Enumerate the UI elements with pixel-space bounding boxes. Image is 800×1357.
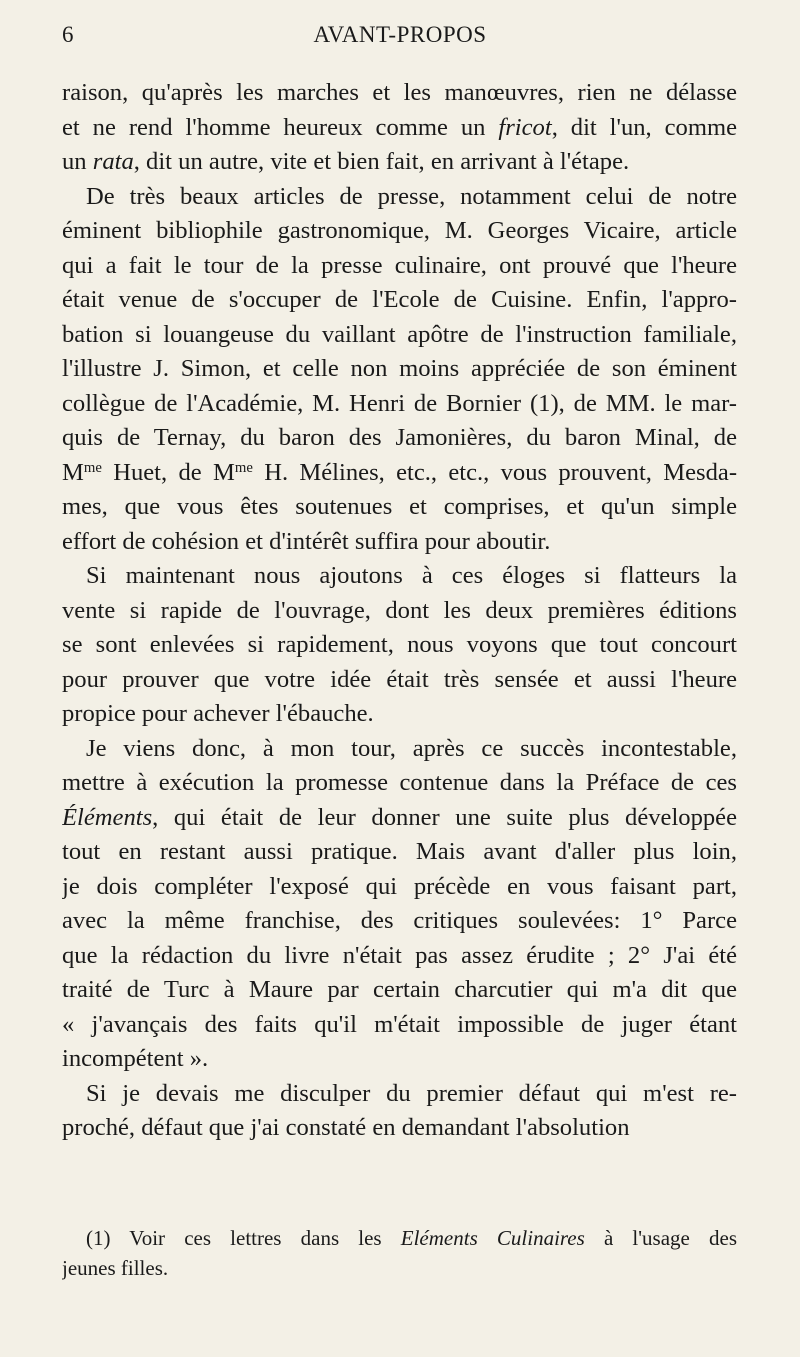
page-number: 6 — [62, 22, 74, 47]
footnote-line — [62, 1223, 737, 1253]
italic-word: fricot — [498, 113, 552, 141]
text-line — [62, 111, 737, 146]
text-line: l'illustre J. Simon, et celle non moins appréciée de son éminent — [62, 355, 737, 382]
text-line: De très beaux articles de presse, notamment celui de notre — [86, 182, 737, 210]
text-segment: Huet, de M — [101, 458, 235, 486]
text-line: collègue de l'Académie, M. Henri de Bornier (1), de MM. le mar- — [62, 389, 737, 417]
text-line: Si je devais me disculper du premier défaut qui m'est re- — [86, 1079, 737, 1107]
text-segment: H. Mélines, etc., etc., vous prouvent, Mesda- — [252, 458, 737, 486]
text-line: incompétent ». — [62, 1045, 209, 1072]
text-line: était venue de s'occuper de l'Ecole de Cuisine. Enfin, l'appro- — [62, 286, 737, 313]
text-line: mettre à exécution la promesse contenue dans la Préface de ces — [62, 769, 737, 796]
text-line: je dois compléter l'exposé qui précède en vous faisant part, — [62, 872, 737, 900]
footnote-line: jeunes filles. — [62, 1256, 169, 1280]
superscript: me — [234, 459, 253, 476]
text-segment: (1) Voir ces lettres dans les — [86, 1226, 382, 1250]
text-line: quis de Ternay, du baron des Jamonières, du baron Minal, de — [62, 424, 737, 451]
text-line: effort de cohésion et d'intérêt suffira pour aboutir. — [62, 527, 551, 555]
text-line: éminent bibliophile gastronomique, M. Georges Vicaire, article — [62, 217, 737, 244]
body-text — [62, 76, 737, 1146]
superscript: me — [83, 459, 102, 476]
italic-word: Éléments — [62, 803, 153, 831]
text-segment: à l'usage des — [603, 1226, 737, 1250]
text-segment: , dit un autre, vite et bien fait, en arrivant à l'étape. — [133, 148, 630, 175]
text-line: traité de Turc à Maure par certain charcutier qui m'a dit que — [62, 976, 737, 1003]
text-segment: et ne rend l'homme heureux comme un — [62, 113, 486, 141]
text-line: « j'avançais des faits qu'il m'était impossible de juger étant — [62, 1010, 737, 1038]
text-line: bation si louangeuse du vaillant apôtre de l'instruction familiale, — [62, 320, 737, 348]
text-line — [62, 801, 737, 836]
text-line: mes, que vous êtes soutenues et comprises, et qu'un simple — [62, 493, 737, 520]
footnote — [62, 1223, 737, 1283]
italic-title: Eléments Culinaires — [400, 1226, 585, 1250]
text-line: se sont enlevées si rapidement, nous voyons que tout concourt — [62, 631, 737, 658]
text-line — [62, 145, 737, 180]
text-segment: , dit l'un, comme — [551, 113, 737, 141]
text-line: proché, défaut que j'ai constaté en demandant l'absolution — [62, 1114, 630, 1141]
text-line: tout en restant aussi pratique. Mais avant d'aller plus loin, — [62, 838, 737, 865]
running-title: AVANT-PROPOS — [313, 22, 487, 47]
text-line: raison, qu'après les marches et les manœuvres, rien ne délasse — [62, 79, 737, 106]
text-line: que la rédaction du livre n'était pas assez érudite ; 2° J'ai été — [62, 941, 737, 969]
text-line: qui a fait le tour de la presse culinaire, ont prouvé que l'heure — [62, 251, 737, 279]
text-segment: , qui était de leur donner une suite plus développée — [152, 803, 737, 831]
text-line: pour prouver que votre idée était très sensée et aussi l'heure — [62, 665, 737, 693]
text-line: avec la même franchise, des critiques soulevées: 1° Parce — [62, 907, 737, 934]
text-segment: un — [62, 148, 87, 175]
text-line — [62, 456, 737, 491]
text-line: vente si rapide de l'ouvrage, dont les deux premières éditions — [62, 596, 737, 624]
text-line: Je viens donc, à mon tour, après ce succès incontestable, — [86, 734, 737, 762]
text-line: propice pour achever l'ébauche. — [62, 700, 374, 727]
page-header — [62, 12, 738, 52]
text-segment: M — [62, 458, 84, 486]
italic-word: rata — [92, 148, 134, 175]
text-line: Si maintenant nous ajoutons à ces éloges si flatteurs la — [86, 562, 737, 589]
